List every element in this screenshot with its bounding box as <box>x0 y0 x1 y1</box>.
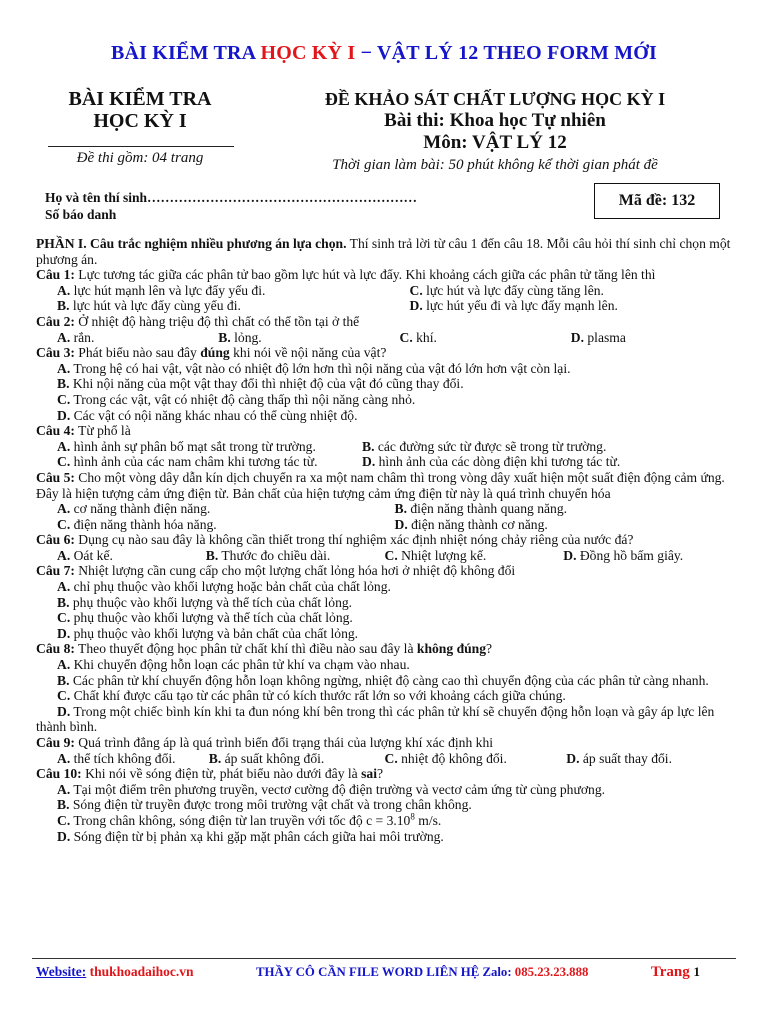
header-left-divider <box>48 146 234 147</box>
question-4-options-row1: A. hình ảnh sự phân bố mạt sắt trong từ trường. B. các đường sức từ được sẽ trong từ trường. <box>57 438 607 454</box>
question-4: Câu 4: Từ phổ là <box>36 423 131 439</box>
question-10-option-d: D. Sóng điện từ bị phản xạ khi gặp mặt phân cách giữa hai môi trường. <box>57 828 444 844</box>
question-10-option-a: A. Tại một điểm trên phương truyền, vectơ cường độ điện trường và vectơ cảm ứng từ cùng phương. <box>57 781 606 797</box>
question-3: Câu 3: Phát biểu nào sau đây đúng khi nói về nội năng của vật? <box>36 345 387 361</box>
question-5-options-row1: A. cơ năng thành điện năng. B. điện năng thành quang năng. <box>57 501 568 517</box>
candidate-id-line: Số báo danh <box>45 207 117 222</box>
question-8: Câu 8: Theo thuyết động học phân tử chất khí thì điều nào sau đây là không đúng? <box>36 641 493 657</box>
question-10: Câu 10: Khi nói về sóng điện từ, phát biểu nào dưới đây là sai? <box>36 766 384 782</box>
question-3-option-d: D. Các vật có nội năng khác nhau có thể cùng nhiệt độ. <box>57 407 358 423</box>
part-heading: PHẦN I. Câu trắc nghiệm nhiều phương án lựa chọn. Thí sinh trả lời từ câu 1 đến câu 18. Mỗi câu hỏi thí sinh chỉ chọn một phương án. <box>36 236 731 267</box>
question-10-option-b: B. Sóng điện từ truyền được trong môi trường vật chất và trong chân không. <box>57 797 472 813</box>
question-8-option-d: D. Trong một chiếc bình kín khi ta đun nóng khí bên trong thì các phân tử khí sẽ chuyển động hỗn loạn và gây áp lực lên thành bình. <box>36 703 715 735</box>
question-6-options: A. Oát kế. B. Thước đo chiều dài. C. Nhiệt lượng kế. D. Đồng hồ bấm giây. <box>57 547 684 563</box>
page-footer <box>36 964 700 981</box>
footer-contact: THẦY CÔ CẦN FILE WORD LIÊN HỆ Zalo: 085.23.23.888 <box>255 965 589 979</box>
question-7-option-d: D. phụ thuộc vào khối lượng và bản chất của chất lỏng. <box>57 625 359 641</box>
exam-subject: Môn: VẬT LÝ 12 <box>423 132 567 153</box>
top-banner: BÀI KIỂM TRA HỌC KỲ I − VẬT LÝ 12 THEO FORM MỚI <box>110 42 658 64</box>
header-left-title: BÀI KIỂM TRA HỌC KỲ I <box>68 88 212 132</box>
question-5: Câu 5: Cho một vòng dây dẫn kín dịch chuyển ra xa một nam châm thì trong vòng dây xuất hiện một suất điện động cảm ứng. Đây là hiện tượng cảm ứng điện từ. Bản chất của hiện tượng cảm ứng điện từ này là quá trình chuyển hóa <box>36 469 725 501</box>
website-link[interactable]: thukhoadaihoc.vn <box>86 964 194 979</box>
exam-subject-area: Bài thi: Khoa học Tự nhiên <box>384 110 606 131</box>
candidate-name-line: Họ và tên thí sinh…………………………………………………… <box>45 190 418 205</box>
question-7-option-b: B. phụ thuộc vào khối lượng và thể tích của chất lỏng. <box>57 594 353 610</box>
header-right-title <box>260 88 730 175</box>
exam-title: ĐỀ KHẢO SÁT CHẤT LƯỢNG HỌC KỲ I <box>324 89 666 109</box>
question-3-option-c: C. Trong các vật, vật có nhiệt độ càng thấp thì nội năng càng nhỏ. <box>57 391 416 407</box>
candidate-info <box>45 189 417 223</box>
exam-code-box: Mã đề: 132 <box>594 183 720 219</box>
question-5-options-row2: C. điện năng thành hóa năng. D. điện năng thành cơ năng. <box>57 516 548 532</box>
page-number: Trang 1 <box>650 964 700 980</box>
question-2: Câu 2: Ở nhiệt độ hàng triệu độ thì chất có thể tồn tại ở thể <box>36 313 360 329</box>
question-8-option-b: B. Các phân tử khí chuyển động hỗn loạn không ngừng, nhiệt độ càng cao thì chuyển động của các phân tử càng nhanh. <box>57 672 709 688</box>
question-1-options-row2: B. lực hút và lực đẩy cùng yếu đi. D. lực hút yếu đi và lực đẩy mạnh lên. <box>57 298 618 314</box>
question-1: Câu 1: Lực tương tác giữa các phân tử bao gồm lực hút và lực đẩy. Khi khoảng cách giữa các phân tử tăng lên thì <box>36 267 656 283</box>
page-count-note: Đề thi gồm: 04 trang <box>76 150 204 166</box>
question-3-option-b: B. Khi nội năng của một vật thay đổi thì nhiệt độ của vật đó cũng thay đổi. <box>57 376 464 392</box>
question-7-option-a: A. chỉ phụ thuộc vào khối lượng hoặc bản chất của chất lỏng. <box>57 579 391 595</box>
footer-divider <box>32 958 736 959</box>
question-4-options-row2: C. hình ảnh của các nam châm khi tương tác từ. D. hình ảnh của các dòng điện khi tương tác từ. <box>57 454 621 470</box>
question-9: Câu 9: Quá trình đẳng áp là quá trình biến đổi trạng thái của lượng khí xác định khi <box>36 735 494 750</box>
question-9-options: A. thể tích không đổi. B. áp suất không đổi. C. nhiệt độ không đổi. D. áp suất thay đổi. <box>57 750 672 766</box>
question-7-option-c: C. phụ thuộc vào khối lượng và thể tích của chất lỏng. <box>57 610 353 626</box>
question-7: Câu 7: Nhiệt lượng cần cung cấp cho một lượng chất lỏng hóa hơi ở nhiệt độ không đổi <box>36 563 516 579</box>
question-3-option-a: A. Trong hệ có hai vật, vật nào có nhiệt độ lớn hơn thì nội năng của vật đó lớn hơn vật còn lại. <box>57 360 571 376</box>
question-6: Câu 6: Dụng cụ nào sau đây là không cần thiết trong thí nghiệm xác định nhiệt nóng chảy riêng của nước đá? <box>36 532 634 548</box>
question-8-option-a: A. Khi chuyển động hỗn loạn các phân tử khí va chạm vào nhau. <box>57 657 410 673</box>
exam-content <box>36 236 732 844</box>
question-8-option-c: C. Chất khí được cấu tạo từ các phân tử có kích thước rất lớn so với khoảng cách giữa chúng. <box>57 688 566 704</box>
question-1-options-row1: A. lực hút mạnh lên và lực đẩy yếu đi. C. lực hút và lực đẩy cùng tăng lên. <box>57 282 604 298</box>
question-2-options: A. rắn. B. lỏng. C. khí. D. plasma <box>57 329 626 345</box>
footer-website: Website: thukhoadaihoc.vn <box>36 964 194 979</box>
question-10-option-c: C. Trong chân không, sóng điện từ lan truyền với tốc độ $c = 3.10^8$ m/s. <box>57 811 442 828</box>
exam-duration: Thời gian làm bài: 50 phút không kể thời gian phát đề <box>332 157 658 173</box>
